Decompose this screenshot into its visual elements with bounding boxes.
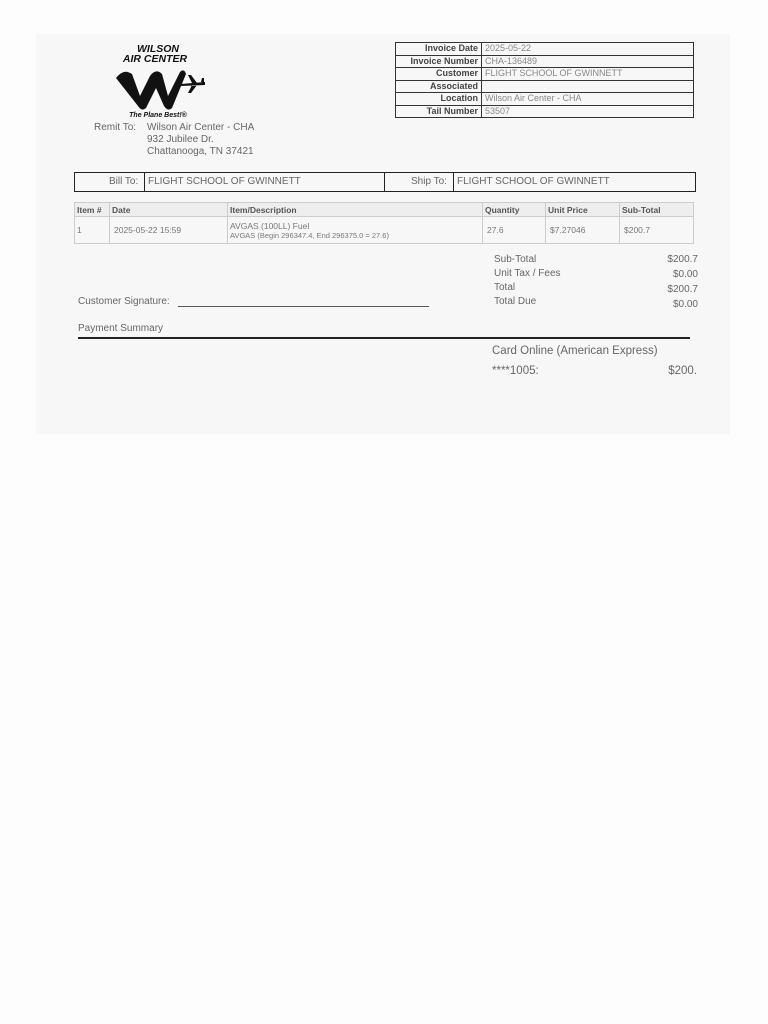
item-description: AVGAS (100LL) Fuel [230,220,310,231]
bill-divider [144,173,145,191]
bill-ship-box [74,172,696,192]
remit-street: 932 Jubilee Dr. [147,134,214,145]
line-items-table [74,202,694,244]
col-unit-price: Unit Price [546,203,620,217]
ship-to-value: FLIGHT SCHOOL OF GWINNETT [457,176,610,187]
subtotal-value: $200.7 [667,254,698,265]
invoice-info-table [395,42,694,118]
info-row [396,80,694,93]
invoice-number-value: CHA-136489 [482,55,694,68]
total-value: $200.7 [667,284,698,295]
item-subtotal: $200.7 [620,217,694,244]
bill-to-label: Bill To: [109,176,139,187]
remit-city: Chattanooga, TN 37421 [147,146,254,157]
total-due-label: Total Due [494,296,537,307]
signature-line[interactable] [178,306,429,307]
logo-line-1: WILSON [137,43,179,55]
item-date: 2025-05-22 15:59 [110,217,228,244]
info-row [396,105,694,118]
total-due-value: $0.00 [672,299,698,310]
payment-summary-title: Payment Summary [78,323,164,334]
remit-address [147,122,254,158]
customer-value: FLIGHT SCHOOL OF GWINNETT [482,68,694,81]
logo-tagline: The Plane Best!® [129,112,187,119]
item-unit-price: $7.27046 [546,217,620,244]
total-label: Total [494,282,516,293]
customer-label: Customer [396,68,482,81]
payment-divider [78,337,690,339]
tail-number-label: Tail Number [396,105,482,118]
tail-number-value: 53507 [482,105,694,118]
col-description: Item/Description [228,203,483,217]
invoice-number-label: Invoice Number [396,55,482,68]
info-row [396,55,694,68]
ship-divider-left [384,173,385,191]
col-quantity: Quantity [483,203,546,217]
col-subtotal: Sub-Total [620,203,694,217]
payment-card: ****1005: [492,365,539,377]
bill-to-value: FLIGHT SCHOOL OF GWINNETT [148,176,301,187]
info-row [396,43,694,56]
payment-method: Card Online (American Express) [492,345,658,357]
item-description-cell [228,217,483,244]
company-logo [108,38,218,118]
logo-line-2: AIR CENTER [122,53,188,65]
item-detail: AVGAS (Begin 296347.4, End 296375.0 = 27.6) [230,230,389,240]
ship-divider [453,173,454,191]
location-label: Location [396,93,482,106]
tax-fees-value: $0.00 [672,269,698,280]
invoice-date-value: 2025-05-22 [482,43,694,56]
remit-name: Wilson Air Center - CHA [147,122,255,133]
associated-value [482,80,694,93]
item-number: 1 [75,217,110,244]
info-row [396,93,694,106]
table-row [75,217,694,244]
tax-fees-label: Unit Tax / Fees [494,268,561,279]
subtotal-label: Sub-Total [494,254,537,265]
col-date: Date [110,203,228,217]
payment-amount: $200. [668,365,697,377]
info-row [396,68,694,81]
item-quantity: 27.6 [483,217,546,244]
remit-to-label: Remit To: [94,122,137,133]
col-item-number: Item # [75,203,110,217]
location-value: Wilson Air Center - CHA [482,93,694,106]
invoice-date-label: Invoice Date [396,43,482,56]
customer-signature-label: Customer Signature: [78,296,170,307]
airplane-icon [180,74,206,94]
associated-label: Associated [396,80,482,93]
ship-to-label: Ship To: [411,176,447,187]
invoice-sheet [36,34,730,434]
table-header-row [75,203,694,217]
